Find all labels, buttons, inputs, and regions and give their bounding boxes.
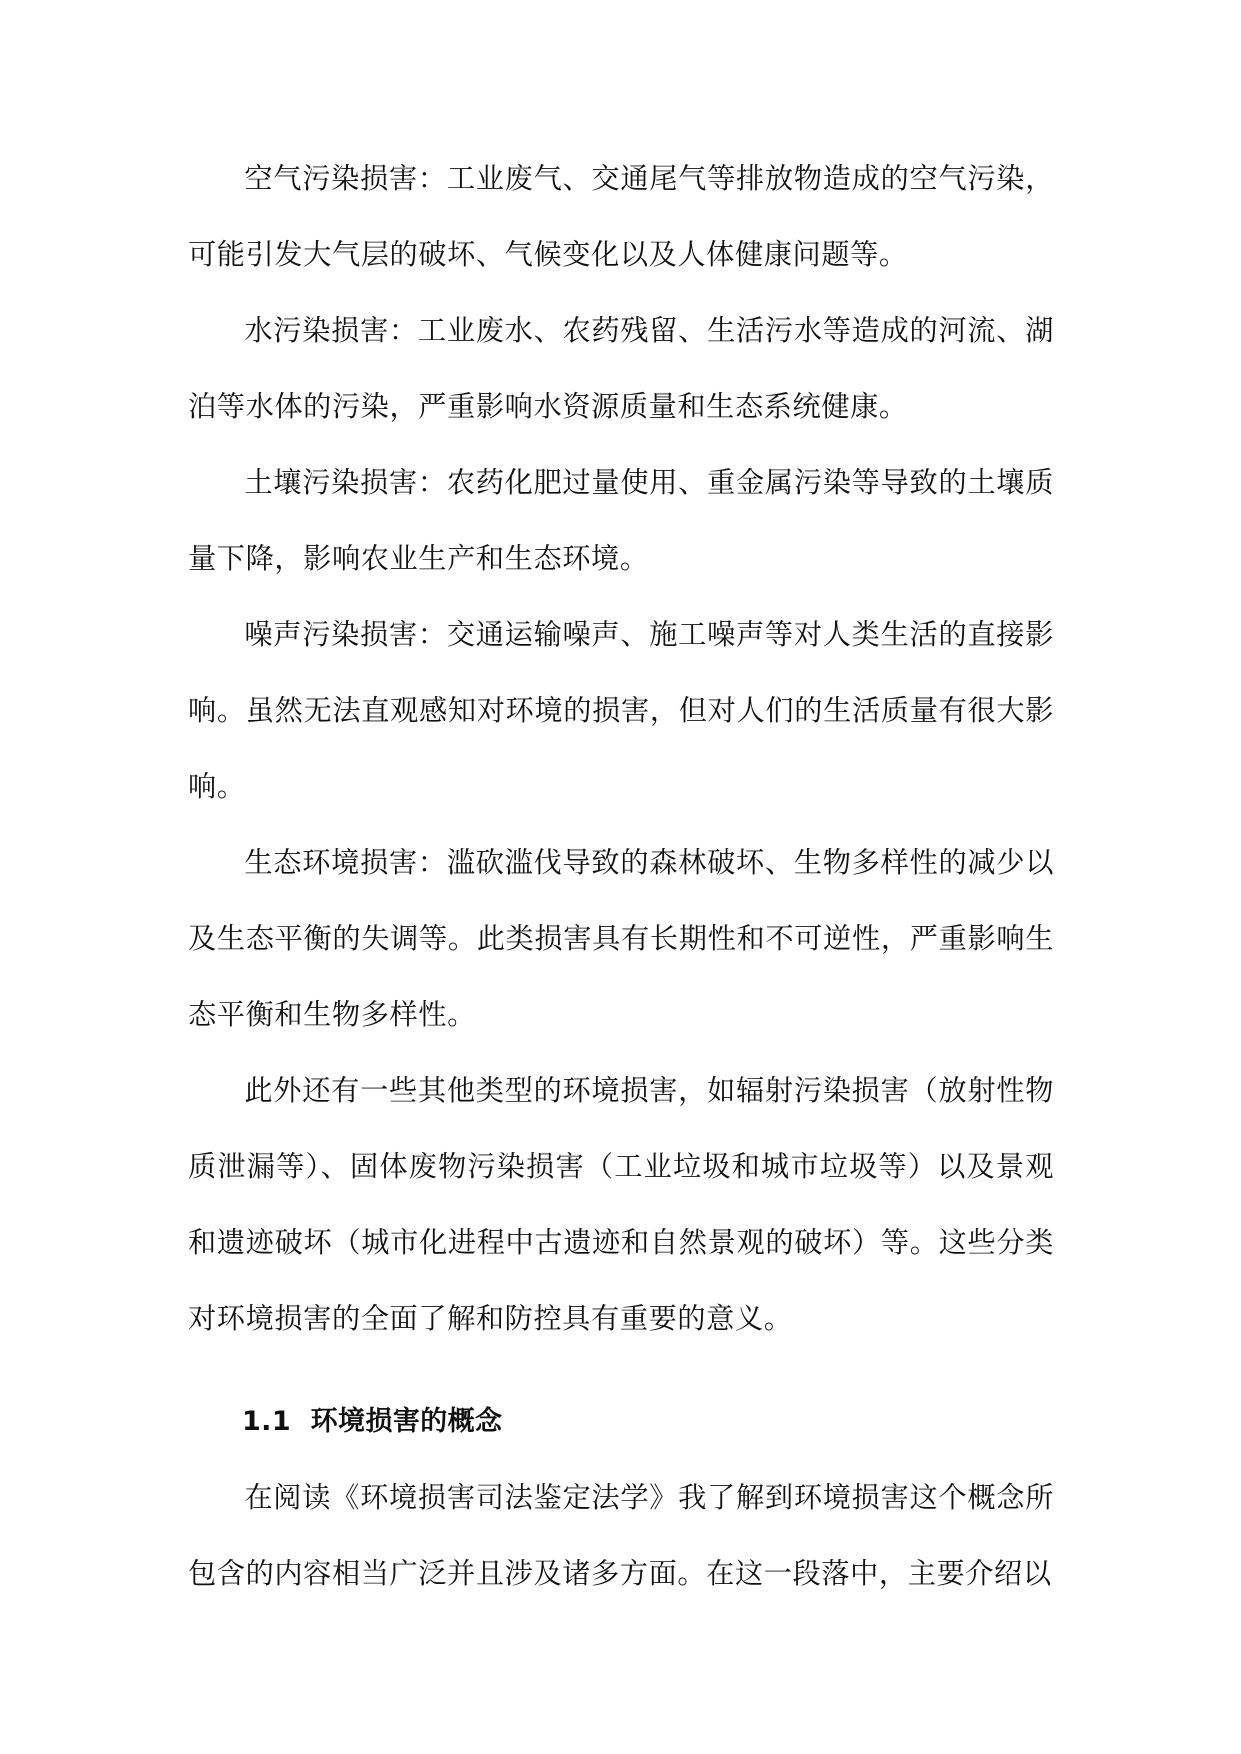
paragraph-soil-pollution: 土壤污染损害：农药化肥过量使用、重金属污染等导致的土壤质量下降，影响农业生产和生态环境。 — [188, 466, 1054, 575]
document-body — [188, 141, 1054, 1612]
paragraph-air-pollution: 空气污染损害：工业废气、交通尾气等排放物造成的空气污染，可能引发大气层的破坏、气候变化以及人体健康问题等。 — [188, 162, 1054, 271]
paragraph-water-pollution: 水污染损害：工业废水、农药残留、生活污水等造成的河流、湖泊等水体的污染，严重影响水资源质量和生态系统健康。 — [188, 314, 1054, 423]
section-spacer — [188, 1357, 1054, 1384]
paragraph-noise-pollution: 噪声污染损害：交通运输噪声、施工噪声等对人类生活的直接影响。虽然无法直观感知对环境的损害，但对人们的生活质量有很大影响。 — [188, 618, 1054, 803]
section-title: 环境损害的概念 — [310, 1406, 503, 1437]
paragraph-concept-intro: 在阅读《环境损害司法鉴定法学》我了解到环境损害这个概念所包含的内容相当广泛并且涉及诸多方面。在这一段落中，主要介绍以 — [188, 1481, 1054, 1590]
paragraph-ecological-damage: 生态环境损害：滥砍滥伐导致的森林破坏、生物多样性的减少以及生态平衡的失调等。此类损害具有长期性和不可逆性，严重影响生态平衡和生物多样性。 — [188, 846, 1054, 1031]
paragraph-other-damage: 此外还有一些其他类型的环境损害，如辐射污染损害（放射性物质泄漏等）、固体废物污染损害（工业垃圾和城市垃圾等）以及景观和遗迹破坏（城市化进程中古遗迹和自然景观的破坏）等。这些分类对环境损害的全面了解和防控具有重要的意义。 — [188, 1074, 1054, 1335]
section-heading — [188, 1384, 1054, 1460]
section-number: 1.1 — [242, 1406, 292, 1437]
